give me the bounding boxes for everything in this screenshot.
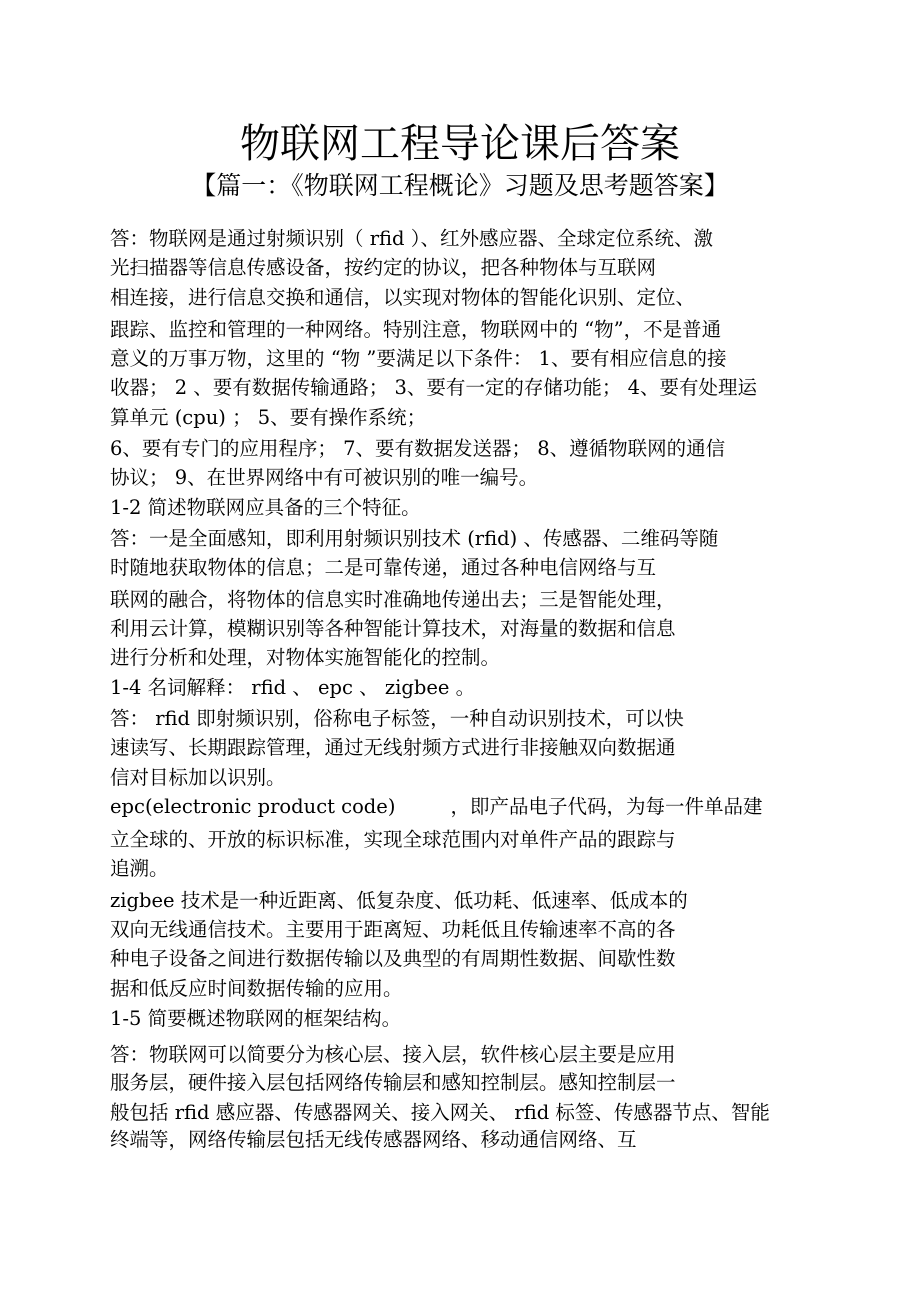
text-line: 相连接，进行信息交换和通信，以实现对物体的智能化识别、定位、 bbox=[110, 286, 696, 309]
text-line: 终端等，网络传输层包括无线传感器网络、移动通信网络、互 bbox=[110, 1128, 637, 1151]
text-line bbox=[110, 793, 762, 821]
text-line: 速读写、长期跟踪管理，通过无线射频方式进行非接触双向数据通 bbox=[110, 736, 676, 759]
text-line: 意义的万事万物，这里的 “物 ”要满足以下条件： 1、要有相应信息的接 bbox=[110, 347, 727, 370]
text-line: 进行分析和处理，对物体实施智能化的控制。 bbox=[110, 646, 501, 669]
text-line: 双向无线通信技术。主要用于距离短、功耗低且传输速率不高的各 bbox=[110, 918, 676, 941]
text-line: 收器； 2 、要有数据传输通路； 3、要有一定的存储功能； 4、要有处理运 bbox=[110, 376, 758, 399]
text-line: 答：物联网可以简要分为核心层、接入层，软件核心层主要是应用 bbox=[110, 1043, 676, 1066]
text-line: 答： rfid 即射频识别，俗称电子标签，一种自动识别技术，可以快 bbox=[110, 707, 684, 730]
text-line: 种电子设备之间进行数据传输以及典型的有周期性数据、间歇性数 bbox=[110, 947, 676, 970]
text-line: zigbee 技术是一种近距离、低复杂度、低功耗、低速率、低成本的 bbox=[110, 889, 688, 912]
text-line: 信对目标加以识别。 bbox=[110, 766, 286, 789]
text-line: 跟踪、监控和管理的一种网络。特别注意，物联网中的 “物”，不是普通 bbox=[110, 318, 722, 341]
text-line: 光扫描器等信息传感设备，按约定的协议，把各种物体与互联网 bbox=[110, 256, 657, 279]
question-heading: 1-5 简要概述物联网的框架结构。 bbox=[110, 1007, 402, 1030]
text-line: 答：物联网是通过射频识别（ rfid ）、红外感应器、全球定位系统、激 bbox=[110, 227, 713, 250]
text-line: 6、要有专门的应用程序； 7、要有数据发送器； 8、遵循物联网的通信 bbox=[110, 437, 726, 460]
text-line: 协议； 9、在世界网络中有可被识别的唯一编号。 bbox=[110, 466, 539, 489]
question-heading: 1-4 名词解释： rfid 、 epc 、 zigbee 。 bbox=[110, 676, 476, 699]
epc-definition: ，即产品电子代码，为每一件单品建 bbox=[450, 795, 763, 818]
text-line: 算单元 (cpu) ； 5、要有操作系统； bbox=[110, 406, 427, 429]
text-line: 利用云计算，模糊识别等各种智能计算技术，对海量的数据和信息 bbox=[110, 617, 676, 640]
document-title: 物联网工程导论课后答案 bbox=[240, 121, 680, 167]
text-line: 般包括 rfid 感应器、传感器网关、接入网关、 rfid 标签、传感器节点、智能 bbox=[110, 1101, 770, 1124]
text-line: 答：一是全面感知，即利用射频识别技术 (rfid) 、传感器、二维码等随 bbox=[110, 527, 719, 550]
question-heading: 1-2 简述物联网应具备的三个特征。 bbox=[110, 496, 421, 519]
text-line: 时随地获取物体的信息；二是可靠传递，通过各种电信网络与互 bbox=[110, 556, 657, 579]
epc-term: epc(electronic product code) bbox=[110, 795, 396, 818]
document-subtitle: 【篇一：《物联网工程概论》习题及思考题答案】 bbox=[191, 171, 729, 200]
text-line: 立全球的、开放的标识标准，实现全球范围内对单件产品的跟踪与 bbox=[110, 828, 676, 851]
text-line: 据和低反应时间数据传输的应用。 bbox=[110, 977, 403, 1000]
text-line: 联网的融合，将物体的信息实时准确地传递出去；三是智能处理， bbox=[110, 588, 676, 611]
text-line: 追溯。 bbox=[110, 857, 169, 880]
text-line: 服务层，硬件接入层包括网络传输层和感知控制层。感知控制层一 bbox=[110, 1071, 676, 1094]
